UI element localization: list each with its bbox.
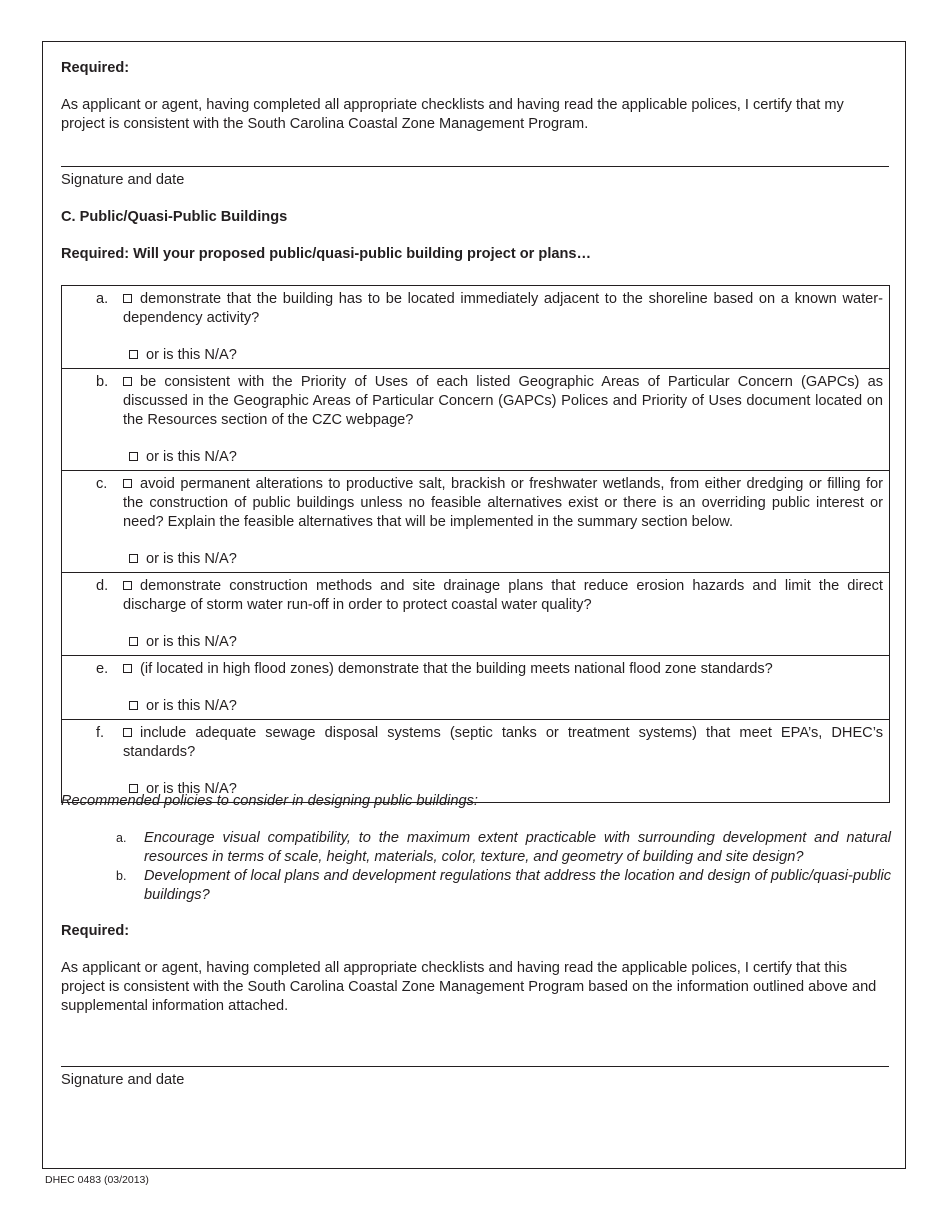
question-checkbox[interactable] <box>123 581 132 590</box>
na-label: or is this N/A? <box>146 698 237 714</box>
required-label-1: Required: <box>61 60 130 76</box>
signature-line-2[interactable] <box>61 1066 889 1067</box>
question-row <box>62 573 889 655</box>
question-row <box>62 286 889 368</box>
question-checkbox[interactable] <box>123 479 132 488</box>
na-checkbox[interactable] <box>129 701 138 710</box>
recommended-text: Development of local plans and development regulations that address the location and design of public/quasi-public buildings? <box>144 868 891 903</box>
question-letter: b. <box>96 374 109 390</box>
na-checkbox[interactable] <box>129 350 138 359</box>
signature-label-2: Signature and date <box>61 1072 185 1088</box>
question-checkbox[interactable] <box>123 294 132 303</box>
question-text: include adequate sewage disposal systems (septic tanks or treatment systems) that meet EPA’s, DHEC’s standards? <box>123 725 883 760</box>
form-id: DHEC 0483 (03/2013) <box>45 1174 149 1186</box>
question-letter: c. <box>96 476 108 492</box>
na-label: or is this N/A? <box>146 551 237 567</box>
question-letter: d. <box>96 578 109 594</box>
question-text: avoid permanent alterations to productive salt, brackish or freshwater wetlands, from either dredging or filling for the construction of public buildings unless no feasible alternatives exist or there is an overriding public interest or need? Explain the feasible alternatives that will be implemented in the summary section below. <box>123 476 883 530</box>
question-letter: e. <box>96 661 109 677</box>
recommended-list <box>116 829 891 905</box>
question-text: be consistent with the Priority of Uses of each listed Geographic Areas of Particular Concern (GAPCs) as discussed in the Geographic Areas of Particular Concern (GAPCs) Polices and Priority of Uses document located on the Resources section of the CZC webpage? <box>123 374 883 428</box>
certification-text-1: As applicant or agent, having completed all appropriate checklists and having read the applicable polices, I certify that my project is consistent with the South Carolina Coastal Zone Management Program. <box>61 97 844 132</box>
question-checkbox[interactable] <box>123 664 132 673</box>
na-label: or is this N/A? <box>146 347 237 363</box>
signature-line-1[interactable] <box>61 166 889 167</box>
section-c-heading: C. Public/Quasi-Public Buildings <box>61 209 288 225</box>
question-text: demonstrate construction methods and site drainage plans that reduce erosion hazards and limit the direct discharge of storm water run-off in order to protect coastal water quality? <box>123 578 883 613</box>
question-text: (if located in high flood zones) demonstrate that the building meets national flood zone standards? <box>140 661 773 677</box>
recommended-item <box>116 829 891 867</box>
question-row <box>62 471 889 572</box>
required-label-2: Required: <box>61 923 130 939</box>
na-label: or is this N/A? <box>146 449 237 465</box>
certification-text-2: As applicant or agent, having completed all appropriate checklists and having read the applicable polices, I certify that this project is consistent with the South Carolina Coastal Zone Management Program based on the information outlined above and supplemental information attached. <box>61 960 877 1014</box>
question-checkbox[interactable] <box>123 377 132 386</box>
na-checkbox[interactable] <box>129 637 138 646</box>
question-intro: Required: Will your proposed public/quasi-public building project or plans… <box>61 246 592 262</box>
signature-label-1: Signature and date <box>61 172 185 188</box>
question-row <box>62 369 889 470</box>
na-label: or is this N/A? <box>146 634 237 650</box>
na-checkbox[interactable] <box>129 554 138 563</box>
recommended-text: Encourage visual compatibility, to the maximum extent practicable with surrounding development and natural resources in terms of scale, height, materials, color, texture, and geometry of building and site design? <box>144 830 891 865</box>
na-checkbox[interactable] <box>129 452 138 461</box>
question-row <box>62 656 889 719</box>
recommended-item <box>116 867 891 905</box>
question-row <box>62 720 889 802</box>
recommended-intro: Recommended policies to consider in designing public buildings: <box>61 793 478 809</box>
na-label: or is this N/A? <box>146 781 237 797</box>
recommended-letter: a. <box>116 831 127 845</box>
question-letter: a. <box>96 291 109 307</box>
recommended-letter: b. <box>116 869 127 883</box>
question-checkbox[interactable] <box>123 728 132 737</box>
questions-table <box>61 285 890 803</box>
question-letter: f. <box>96 725 105 741</box>
question-text: demonstrate that the building has to be located immediately adjacent to the shoreline based on a known water-dependency activity? <box>123 291 883 326</box>
